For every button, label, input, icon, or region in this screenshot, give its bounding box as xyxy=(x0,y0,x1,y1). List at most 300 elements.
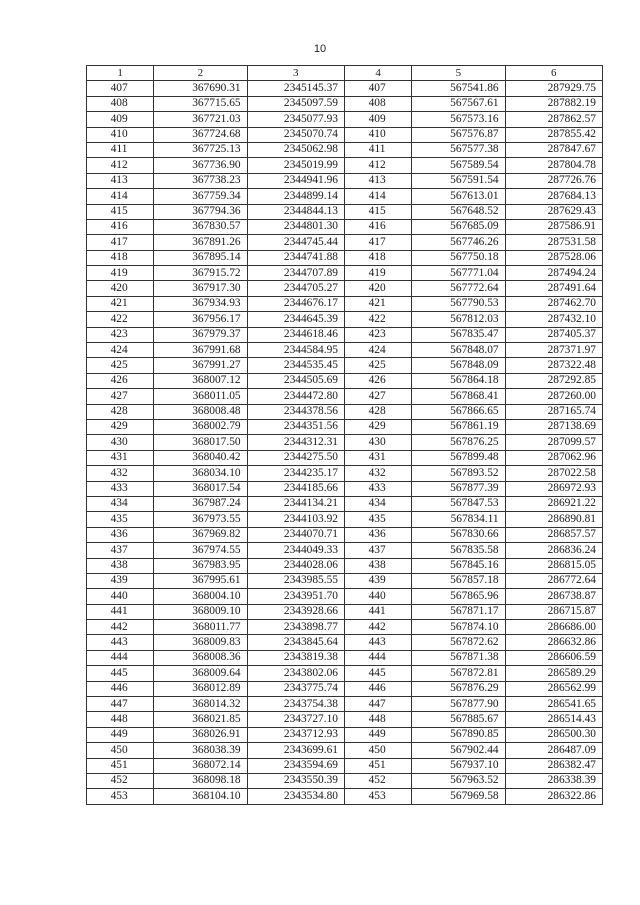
x-coordinate-cell: 567890.85 xyxy=(412,727,505,742)
y-coordinate-cell: 2344103.92 xyxy=(247,512,344,527)
point-number-cell: 413 xyxy=(87,173,154,188)
y-coordinate-cell: 286500.30 xyxy=(505,727,602,742)
y-coordinate-cell: 2343802.06 xyxy=(247,666,344,681)
table-row xyxy=(87,296,603,311)
point-number-cell: 451 xyxy=(87,758,154,773)
point-number-cell: 435 xyxy=(344,512,411,527)
table-row xyxy=(87,450,603,465)
x-coordinate-cell: 367738.23 xyxy=(154,173,247,188)
x-coordinate-cell: 368104.10 xyxy=(154,789,247,804)
y-coordinate-cell: 286836.24 xyxy=(505,543,602,558)
x-coordinate-cell: 367991.27 xyxy=(154,358,247,373)
point-number-cell: 418 xyxy=(344,250,411,265)
x-coordinate-cell: 567771.04 xyxy=(412,266,505,281)
x-coordinate-cell: 567848.09 xyxy=(412,358,505,373)
table-row xyxy=(87,235,603,250)
y-coordinate-cell: 287165.74 xyxy=(505,404,602,419)
point-number-cell: 420 xyxy=(87,281,154,296)
point-number-cell: 424 xyxy=(87,343,154,358)
x-coordinate-cell: 367915.72 xyxy=(154,266,247,281)
point-number-cell: 422 xyxy=(344,312,411,327)
y-coordinate-cell: 2344584.95 xyxy=(247,343,344,358)
y-coordinate-cell: 2343699.61 xyxy=(247,743,344,758)
x-coordinate-cell: 567567.61 xyxy=(412,96,505,111)
y-coordinate-cell: 287494.24 xyxy=(505,266,602,281)
y-coordinate-cell: 287726.76 xyxy=(505,173,602,188)
point-number-cell: 450 xyxy=(87,743,154,758)
table-row xyxy=(87,266,603,281)
y-coordinate-cell: 287022.58 xyxy=(505,466,602,481)
x-coordinate-cell: 368034.10 xyxy=(154,466,247,481)
point-number-cell: 426 xyxy=(87,373,154,388)
point-number-cell: 446 xyxy=(344,681,411,696)
y-coordinate-cell: 287462.70 xyxy=(505,296,602,311)
point-number-cell: 422 xyxy=(87,312,154,327)
point-number-cell: 445 xyxy=(87,666,154,681)
y-coordinate-cell: 287062.96 xyxy=(505,450,602,465)
x-coordinate-cell: 367979.37 xyxy=(154,327,247,342)
table-row xyxy=(87,466,603,481)
x-coordinate-cell: 368009.64 xyxy=(154,666,247,681)
point-number-cell: 411 xyxy=(344,142,411,157)
y-coordinate-cell: 286606.59 xyxy=(505,650,602,665)
column-header: 2 xyxy=(154,66,247,81)
column-header: 5 xyxy=(412,66,505,81)
x-coordinate-cell: 567877.39 xyxy=(412,481,505,496)
table-row xyxy=(87,250,603,265)
point-number-cell: 450 xyxy=(344,743,411,758)
x-coordinate-cell: 567845.16 xyxy=(412,558,505,573)
table-row xyxy=(87,281,603,296)
table-body xyxy=(87,81,603,804)
table-row xyxy=(87,389,603,404)
x-coordinate-cell: 367794.36 xyxy=(154,204,247,219)
table-row xyxy=(87,712,603,727)
x-coordinate-cell: 567872.62 xyxy=(412,635,505,650)
x-coordinate-cell: 567613.01 xyxy=(412,189,505,204)
x-coordinate-cell: 567746.26 xyxy=(412,235,505,250)
y-coordinate-cell: 286322.86 xyxy=(505,789,602,804)
x-coordinate-cell: 567963.52 xyxy=(412,773,505,788)
y-coordinate-cell: 2345145.37 xyxy=(247,81,344,96)
x-coordinate-cell: 368004.10 xyxy=(154,589,247,604)
table-row xyxy=(87,142,603,157)
table-row xyxy=(87,481,603,496)
y-coordinate-cell: 2343712.93 xyxy=(247,727,344,742)
y-coordinate-cell: 2344745.44 xyxy=(247,235,344,250)
point-number-cell: 449 xyxy=(344,727,411,742)
x-coordinate-cell: 367891.26 xyxy=(154,235,247,250)
x-coordinate-cell: 567937.10 xyxy=(412,758,505,773)
table-row xyxy=(87,112,603,127)
y-coordinate-cell: 286632.86 xyxy=(505,635,602,650)
x-coordinate-cell: 567835.47 xyxy=(412,327,505,342)
x-coordinate-cell: 368011.77 xyxy=(154,620,247,635)
y-coordinate-cell: 287405.37 xyxy=(505,327,602,342)
x-coordinate-cell: 367895.14 xyxy=(154,250,247,265)
point-number-cell: 413 xyxy=(344,173,411,188)
y-coordinate-cell: 2343898.77 xyxy=(247,620,344,635)
point-number-cell: 420 xyxy=(344,281,411,296)
table-row xyxy=(87,573,603,588)
table-row xyxy=(87,327,603,342)
y-coordinate-cell: 2343754.38 xyxy=(247,697,344,712)
x-coordinate-cell: 567835.58 xyxy=(412,543,505,558)
point-number-cell: 417 xyxy=(344,235,411,250)
table-row xyxy=(87,558,603,573)
table-row xyxy=(87,358,603,373)
y-coordinate-cell: 2345019.99 xyxy=(247,158,344,173)
x-coordinate-cell: 567573.16 xyxy=(412,112,505,127)
x-coordinate-cell: 567864.18 xyxy=(412,373,505,388)
y-coordinate-cell: 287322.48 xyxy=(505,358,602,373)
point-number-cell: 447 xyxy=(87,697,154,712)
x-coordinate-cell: 567848.07 xyxy=(412,343,505,358)
point-number-cell: 432 xyxy=(344,466,411,481)
point-number-cell: 414 xyxy=(344,189,411,204)
y-coordinate-cell: 287882.19 xyxy=(505,96,602,111)
table-row xyxy=(87,743,603,758)
y-coordinate-cell: 2344899.14 xyxy=(247,189,344,204)
point-number-cell: 444 xyxy=(344,650,411,665)
point-number-cell: 442 xyxy=(344,620,411,635)
table-header-row xyxy=(87,66,603,81)
table-row xyxy=(87,543,603,558)
y-coordinate-cell: 2343727.10 xyxy=(247,712,344,727)
x-coordinate-cell: 567871.17 xyxy=(412,604,505,619)
y-coordinate-cell: 2343534.80 xyxy=(247,789,344,804)
x-coordinate-cell: 368072.14 xyxy=(154,758,247,773)
x-coordinate-cell: 567876.29 xyxy=(412,681,505,696)
point-number-cell: 437 xyxy=(87,543,154,558)
table-row xyxy=(87,419,603,434)
point-number-cell: 439 xyxy=(87,573,154,588)
y-coordinate-cell: 287371.97 xyxy=(505,343,602,358)
table-row xyxy=(87,773,603,788)
x-coordinate-cell: 567893.52 xyxy=(412,466,505,481)
x-coordinate-cell: 368017.50 xyxy=(154,435,247,450)
x-coordinate-cell: 567834.11 xyxy=(412,512,505,527)
x-coordinate-cell: 367969.82 xyxy=(154,527,247,542)
y-coordinate-cell: 2345062.98 xyxy=(247,142,344,157)
point-number-cell: 424 xyxy=(344,343,411,358)
x-coordinate-cell: 567750.18 xyxy=(412,250,505,265)
point-number-cell: 427 xyxy=(87,389,154,404)
point-number-cell: 435 xyxy=(87,512,154,527)
y-coordinate-cell: 2344535.45 xyxy=(247,358,344,373)
y-coordinate-cell: 2344134.21 xyxy=(247,496,344,511)
y-coordinate-cell: 2344705.27 xyxy=(247,281,344,296)
table-row xyxy=(87,589,603,604)
x-coordinate-cell: 567830.66 xyxy=(412,527,505,542)
x-coordinate-cell: 567577.38 xyxy=(412,142,505,157)
x-coordinate-cell: 567872.81 xyxy=(412,666,505,681)
x-coordinate-cell: 368038.39 xyxy=(154,743,247,758)
y-coordinate-cell: 2344505.69 xyxy=(247,373,344,388)
y-coordinate-cell: 2343951.70 xyxy=(247,589,344,604)
point-number-cell: 409 xyxy=(87,112,154,127)
point-number-cell: 423 xyxy=(87,327,154,342)
y-coordinate-cell: 287138.69 xyxy=(505,419,602,434)
x-coordinate-cell: 567591.54 xyxy=(412,173,505,188)
point-number-cell: 443 xyxy=(87,635,154,650)
x-coordinate-cell: 367690.31 xyxy=(154,81,247,96)
y-coordinate-cell: 2344676.17 xyxy=(247,296,344,311)
y-coordinate-cell: 2344049.33 xyxy=(247,543,344,558)
y-coordinate-cell: 286686.00 xyxy=(505,620,602,635)
table-row xyxy=(87,496,603,511)
x-coordinate-cell: 368021.85 xyxy=(154,712,247,727)
y-coordinate-cell: 2343928.66 xyxy=(247,604,344,619)
point-number-cell: 409 xyxy=(344,112,411,127)
x-coordinate-cell: 367759.34 xyxy=(154,189,247,204)
point-number-cell: 434 xyxy=(344,496,411,511)
y-coordinate-cell: 286772.64 xyxy=(505,573,602,588)
point-number-cell: 419 xyxy=(87,266,154,281)
y-coordinate-cell: 287929.75 xyxy=(505,81,602,96)
point-number-cell: 416 xyxy=(87,219,154,234)
y-coordinate-cell: 287491.64 xyxy=(505,281,602,296)
point-number-cell: 423 xyxy=(344,327,411,342)
x-coordinate-cell: 567790.53 xyxy=(412,296,505,311)
y-coordinate-cell: 2344844.13 xyxy=(247,204,344,219)
table-row xyxy=(87,650,603,665)
page-number: 10 xyxy=(313,43,327,55)
x-coordinate-cell: 367715.65 xyxy=(154,96,247,111)
point-number-cell: 411 xyxy=(87,142,154,157)
table-row xyxy=(87,404,603,419)
table-row xyxy=(87,512,603,527)
point-number-cell: 440 xyxy=(87,589,154,604)
point-number-cell: 412 xyxy=(344,158,411,173)
x-coordinate-cell: 567876.25 xyxy=(412,435,505,450)
x-coordinate-cell: 567874.10 xyxy=(412,620,505,635)
table-row xyxy=(87,219,603,234)
point-number-cell: 431 xyxy=(87,450,154,465)
x-coordinate-cell: 368012.89 xyxy=(154,681,247,696)
table-row xyxy=(87,635,603,650)
column-header: 6 xyxy=(505,66,602,81)
point-number-cell: 432 xyxy=(87,466,154,481)
point-number-cell: 453 xyxy=(344,789,411,804)
point-number-cell: 440 xyxy=(344,589,411,604)
y-coordinate-cell: 286857.57 xyxy=(505,527,602,542)
column-header: 3 xyxy=(247,66,344,81)
y-coordinate-cell: 2344378.56 xyxy=(247,404,344,419)
x-coordinate-cell: 367725.13 xyxy=(154,142,247,157)
y-coordinate-cell: 2345097.59 xyxy=(247,96,344,111)
point-number-cell: 452 xyxy=(344,773,411,788)
x-coordinate-cell: 368040.42 xyxy=(154,450,247,465)
table-row xyxy=(87,697,603,712)
y-coordinate-cell: 2344645.39 xyxy=(247,312,344,327)
x-coordinate-cell: 567861.19 xyxy=(412,419,505,434)
x-coordinate-cell: 368014.32 xyxy=(154,697,247,712)
x-coordinate-cell: 368026.91 xyxy=(154,727,247,742)
point-number-cell: 431 xyxy=(344,450,411,465)
y-coordinate-cell: 2344070.71 xyxy=(247,527,344,542)
y-coordinate-cell: 2343775.74 xyxy=(247,681,344,696)
point-number-cell: 408 xyxy=(344,96,411,111)
x-coordinate-cell: 368009.10 xyxy=(154,604,247,619)
y-coordinate-cell: 287804.78 xyxy=(505,158,602,173)
point-number-cell: 415 xyxy=(344,204,411,219)
y-coordinate-cell: 286890.81 xyxy=(505,512,602,527)
point-number-cell: 430 xyxy=(344,435,411,450)
point-number-cell: 416 xyxy=(344,219,411,234)
y-coordinate-cell: 2343550.39 xyxy=(247,773,344,788)
table-row xyxy=(87,312,603,327)
table-row xyxy=(87,527,603,542)
y-coordinate-cell: 286562.99 xyxy=(505,681,602,696)
point-number-cell: 438 xyxy=(344,558,411,573)
y-coordinate-cell: 287292.85 xyxy=(505,373,602,388)
point-number-cell: 452 xyxy=(87,773,154,788)
point-number-cell: 408 xyxy=(87,96,154,111)
y-coordinate-cell: 2344185.66 xyxy=(247,481,344,496)
coordinates-table xyxy=(86,65,603,805)
y-coordinate-cell: 287862.57 xyxy=(505,112,602,127)
x-coordinate-cell: 567969.58 xyxy=(412,789,505,804)
y-coordinate-cell: 2343985.55 xyxy=(247,573,344,588)
y-coordinate-cell: 287531.58 xyxy=(505,235,602,250)
point-number-cell: 421 xyxy=(87,296,154,311)
table-row xyxy=(87,173,603,188)
column-header: 1 xyxy=(87,66,154,81)
x-coordinate-cell: 567589.54 xyxy=(412,158,505,173)
table-row xyxy=(87,81,603,96)
point-number-cell: 448 xyxy=(344,712,411,727)
point-number-cell: 428 xyxy=(87,404,154,419)
x-coordinate-cell: 368008.48 xyxy=(154,404,247,419)
x-coordinate-cell: 567902.44 xyxy=(412,743,505,758)
x-coordinate-cell: 368098.18 xyxy=(154,773,247,788)
y-coordinate-cell: 2343594.69 xyxy=(247,758,344,773)
point-number-cell: 446 xyxy=(87,681,154,696)
table-row xyxy=(87,666,603,681)
y-coordinate-cell: 287586.91 xyxy=(505,219,602,234)
y-coordinate-cell: 286589.29 xyxy=(505,666,602,681)
point-number-cell: 434 xyxy=(87,496,154,511)
y-coordinate-cell: 287855.42 xyxy=(505,127,602,142)
table-row xyxy=(87,435,603,450)
point-number-cell: 417 xyxy=(87,235,154,250)
table-row xyxy=(87,127,603,142)
y-coordinate-cell: 286738.87 xyxy=(505,589,602,604)
table-row xyxy=(87,604,603,619)
x-coordinate-cell: 368011.05 xyxy=(154,389,247,404)
y-coordinate-cell: 2343845.64 xyxy=(247,635,344,650)
x-coordinate-cell: 367830.57 xyxy=(154,219,247,234)
y-coordinate-cell: 287432.10 xyxy=(505,312,602,327)
x-coordinate-cell: 367736.90 xyxy=(154,158,247,173)
point-number-cell: 447 xyxy=(344,697,411,712)
point-number-cell: 410 xyxy=(87,127,154,142)
point-number-cell: 418 xyxy=(87,250,154,265)
point-number-cell: 430 xyxy=(87,435,154,450)
x-coordinate-cell: 567899.48 xyxy=(412,450,505,465)
table-row xyxy=(87,158,603,173)
x-coordinate-cell: 367973.55 xyxy=(154,512,247,527)
x-coordinate-cell: 567772.64 xyxy=(412,281,505,296)
x-coordinate-cell: 567648.52 xyxy=(412,204,505,219)
y-coordinate-cell: 286514.43 xyxy=(505,712,602,727)
point-number-cell: 433 xyxy=(344,481,411,496)
point-number-cell: 453 xyxy=(87,789,154,804)
x-coordinate-cell: 367917.30 xyxy=(154,281,247,296)
y-coordinate-cell: 287684.13 xyxy=(505,189,602,204)
point-number-cell: 448 xyxy=(87,712,154,727)
x-coordinate-cell: 368007.12 xyxy=(154,373,247,388)
x-coordinate-cell: 367983.95 xyxy=(154,558,247,573)
point-number-cell: 425 xyxy=(344,358,411,373)
y-coordinate-cell: 2344618.46 xyxy=(247,327,344,342)
column-header: 4 xyxy=(344,66,411,81)
x-coordinate-cell: 567847.53 xyxy=(412,496,505,511)
table-row xyxy=(87,189,603,204)
x-coordinate-cell: 367956.17 xyxy=(154,312,247,327)
y-coordinate-cell: 2344472.80 xyxy=(247,389,344,404)
y-coordinate-cell: 286338.39 xyxy=(505,773,602,788)
x-coordinate-cell: 367974.55 xyxy=(154,543,247,558)
x-coordinate-cell: 567877.90 xyxy=(412,697,505,712)
y-coordinate-cell: 287099.57 xyxy=(505,435,602,450)
table-row xyxy=(87,681,603,696)
x-coordinate-cell: 367987.24 xyxy=(154,496,247,511)
y-coordinate-cell: 2344275.50 xyxy=(247,450,344,465)
point-number-cell: 425 xyxy=(87,358,154,373)
point-number-cell: 414 xyxy=(87,189,154,204)
point-number-cell: 427 xyxy=(344,389,411,404)
x-coordinate-cell: 367724.68 xyxy=(154,127,247,142)
x-coordinate-cell: 567871.38 xyxy=(412,650,505,665)
point-number-cell: 444 xyxy=(87,650,154,665)
x-coordinate-cell: 567685.09 xyxy=(412,219,505,234)
table-row xyxy=(87,758,603,773)
y-coordinate-cell: 286815.05 xyxy=(505,558,602,573)
x-coordinate-cell: 567541.86 xyxy=(412,81,505,96)
point-number-cell: 407 xyxy=(344,81,411,96)
point-number-cell: 421 xyxy=(344,296,411,311)
table-row xyxy=(87,343,603,358)
x-coordinate-cell: 567576.87 xyxy=(412,127,505,142)
point-number-cell: 441 xyxy=(344,604,411,619)
y-coordinate-cell: 2344028.06 xyxy=(247,558,344,573)
point-number-cell: 426 xyxy=(344,373,411,388)
x-coordinate-cell: 567857.18 xyxy=(412,573,505,588)
point-number-cell: 443 xyxy=(344,635,411,650)
y-coordinate-cell: 287629.43 xyxy=(505,204,602,219)
point-number-cell: 437 xyxy=(344,543,411,558)
point-number-cell: 407 xyxy=(87,81,154,96)
y-coordinate-cell: 2344312.31 xyxy=(247,435,344,450)
y-coordinate-cell: 2343819.38 xyxy=(247,650,344,665)
x-coordinate-cell: 567866.65 xyxy=(412,404,505,419)
y-coordinate-cell: 287847.67 xyxy=(505,142,602,157)
point-number-cell: 429 xyxy=(344,419,411,434)
x-coordinate-cell: 367995.61 xyxy=(154,573,247,588)
x-coordinate-cell: 567885.67 xyxy=(412,712,505,727)
point-number-cell: 445 xyxy=(344,666,411,681)
point-number-cell: 439 xyxy=(344,573,411,588)
point-number-cell: 433 xyxy=(87,481,154,496)
x-coordinate-cell: 368017.54 xyxy=(154,481,247,496)
table-row xyxy=(87,204,603,219)
point-number-cell: 412 xyxy=(87,158,154,173)
y-coordinate-cell: 2344351.56 xyxy=(247,419,344,434)
table-row xyxy=(87,96,603,111)
x-coordinate-cell: 367991.68 xyxy=(154,343,247,358)
